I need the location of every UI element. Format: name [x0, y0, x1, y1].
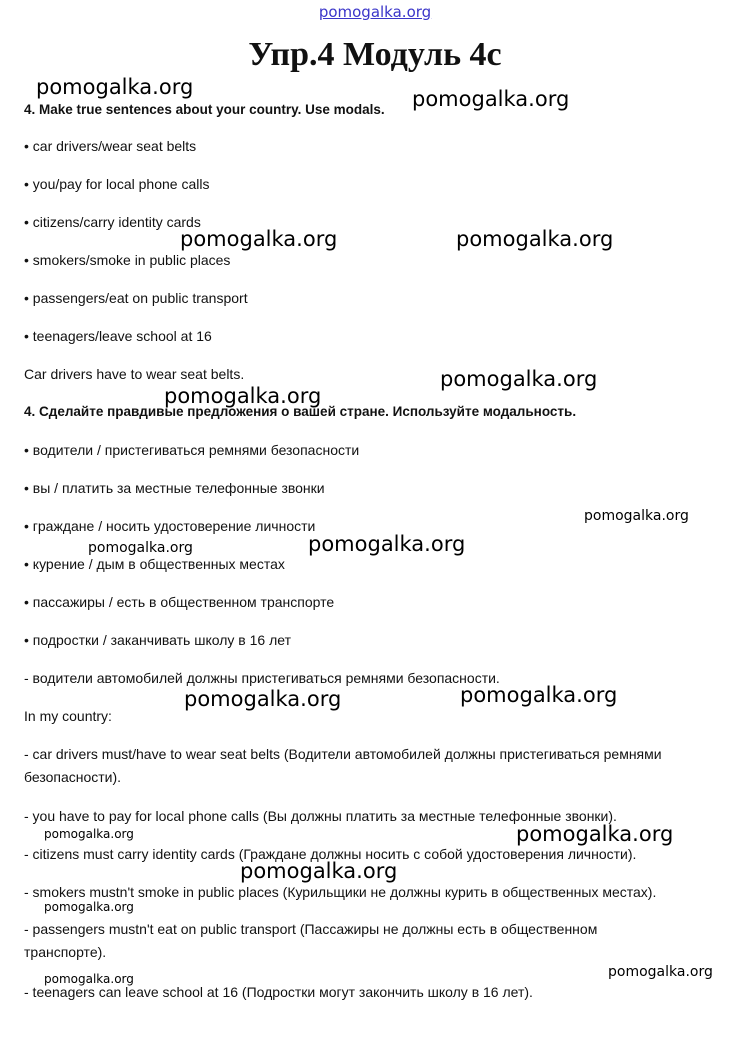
- russian-bullet: • водители / пристегиваться ремнями безопасности: [24, 442, 360, 458]
- russian-task-heading: 4. Сделайте правдивые предложения о вашей стране. Используйте модальность.: [24, 404, 577, 419]
- watermark: pomogalka.org: [36, 75, 194, 99]
- answer-line: - car drivers must/have to wear seat belts (Водители автомобилей должны пристегиваться ремнями: [24, 746, 662, 762]
- russian-bullet: • подростки / заканчивать школу в 16 лет: [24, 632, 291, 648]
- english-bullet: • teenagers/leave school at 16: [24, 328, 212, 344]
- watermark: pomogalka.org: [460, 683, 618, 707]
- answer-line: - citizens must carry identity cards (Граждане должны носить с собой удостоверения личности).: [24, 846, 637, 862]
- english-example: Car drivers have to wear seat belts.: [24, 366, 245, 382]
- watermark: pomogalka.org: [608, 964, 713, 980]
- watermark: pomogalka.org: [44, 827, 134, 841]
- site-link[interactable]: pomogalka.org: [318, 3, 432, 21]
- english-bullet: • you/pay for local phone calls: [24, 176, 210, 192]
- answer-line: транспорте).: [24, 944, 107, 960]
- watermark: pomogalka.org: [240, 859, 398, 883]
- watermark: pomogalka.org: [584, 508, 689, 524]
- answer-line: - passengers mustn't eat on public transport (Пассажиры не должны есть в общественном: [24, 921, 598, 937]
- english-bullet: • citizens/carry identity cards: [24, 214, 201, 230]
- english-bullet: • car drivers/wear seat belts: [24, 138, 197, 154]
- watermark: pomogalka.org: [516, 822, 674, 846]
- watermark: pomogalka.org: [88, 540, 193, 556]
- english-bullet: • passengers/eat on public transport: [24, 290, 248, 306]
- answer-line: безопасности).: [24, 769, 122, 785]
- english-bullet: • smokers/smoke in public places: [24, 252, 231, 268]
- russian-bullet: • граждане / носить удостоверение личности: [24, 518, 316, 534]
- answers-intro: In my country:: [24, 708, 112, 724]
- watermark: pomogalka.org: [44, 900, 134, 914]
- russian-bullet: • курение / дым в общественных местах: [24, 556, 285, 572]
- english-task-heading: 4. Make true sentences about your country. Use modals.: [24, 102, 385, 117]
- watermark: pomogalka.org: [440, 367, 598, 391]
- answer-line: - teenagers can leave school at 16 (Подростки могут закончить школу в 16 лет).: [24, 984, 533, 1000]
- watermark: pomogalka.org: [184, 687, 342, 711]
- watermark: pomogalka.org: [180, 227, 338, 251]
- watermark: pomogalka.org: [44, 972, 134, 986]
- answer-line: - smokers mustn't smoke in public places (Курильщики не должны курить в общественных местах).: [24, 884, 657, 900]
- watermark: pomogalka.org: [412, 87, 570, 111]
- russian-bullet: • вы / платить за местные телефонные звонки: [24, 480, 325, 496]
- russian-example: - водители автомобилей должны пристегиваться ремнями безопасности.: [24, 670, 500, 686]
- watermark: pomogalka.org: [164, 384, 322, 408]
- watermark: pomogalka.org: [456, 227, 614, 251]
- page-title: Упр.4 Модуль 4c: [248, 36, 502, 73]
- russian-bullet: • пассажиры / есть в общественном транспорте: [24, 594, 335, 610]
- answer-line: - you have to pay for local phone calls (Вы должны платить за местные телефонные звонки).: [24, 808, 617, 824]
- watermark: pomogalka.org: [308, 532, 466, 556]
